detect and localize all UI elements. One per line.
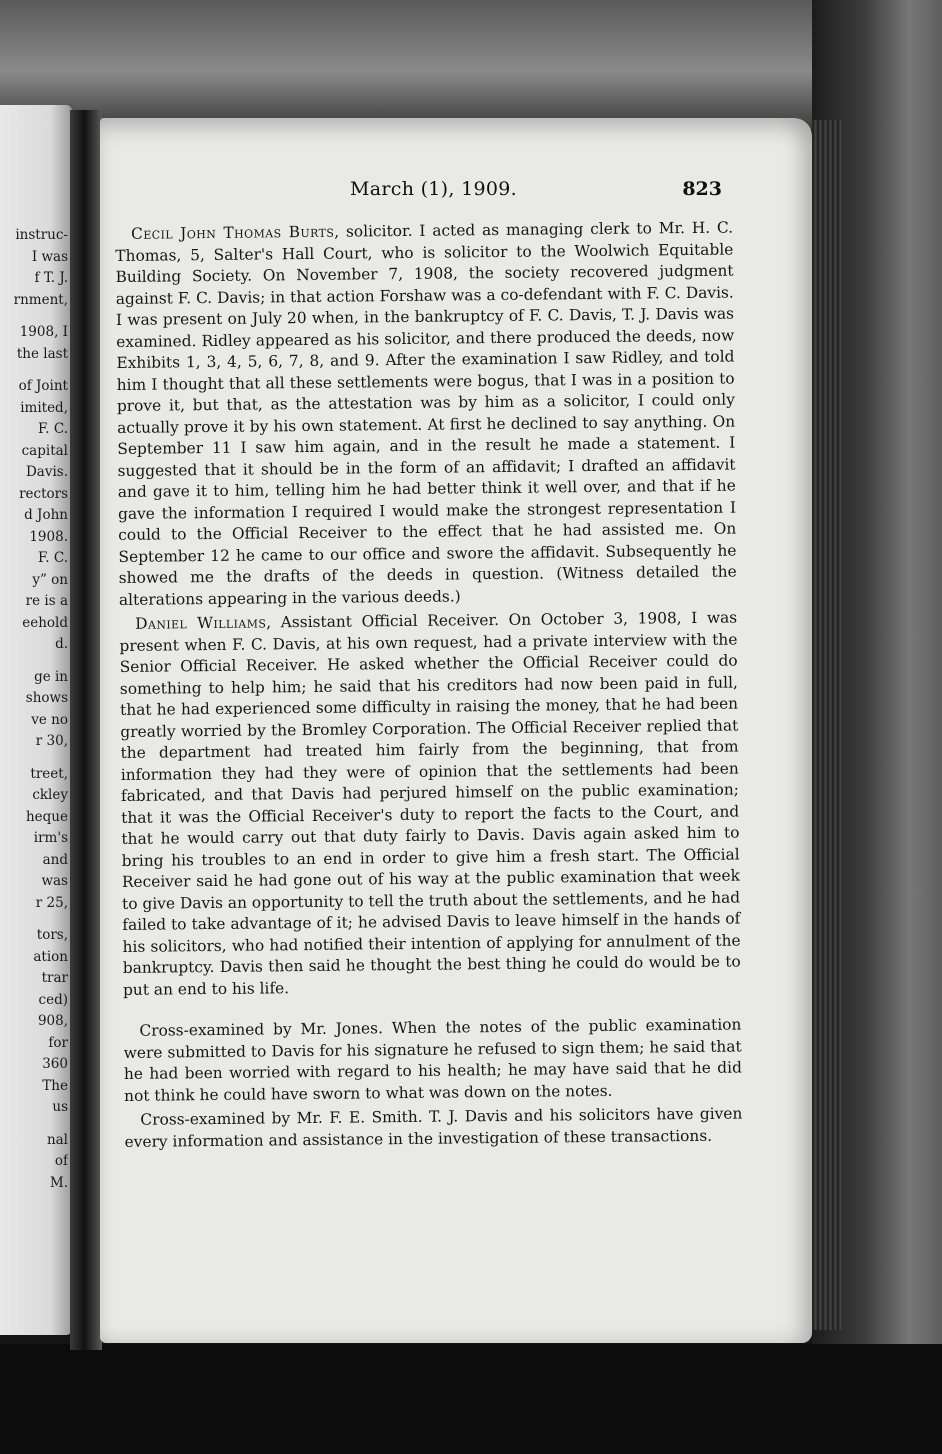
left-page-fragment: y” on [32,571,68,588]
left-page-fragment: the last [16,345,68,362]
left-page-fragment: re is a [25,593,68,609]
page-edges [812,120,842,1330]
left-page-fragment: ced) [38,991,68,1008]
left-page-fragment: 1908, I [19,324,68,340]
left-page-fragment: tors, [36,927,68,943]
left-page-fragment: ve no [31,711,68,728]
scan-background-bottom [0,1344,942,1454]
cross-examination-paragraph [124,1103,742,1152]
left-page-fragment: I was [31,248,68,265]
header-date: March (1), 1909. [350,178,517,200]
left-page-fragment: of [54,1153,68,1169]
left-page-fragment: 908, [37,1013,68,1029]
left-page-fragment: and [42,851,68,868]
left-page-fragment: was [41,873,68,889]
left-page-fragment: r 25, [35,894,68,911]
left-page-fragment: d. [55,636,68,652]
left-page-fragment: shows [25,690,68,706]
speaker-name: Cecil John Thomas Burts [131,222,335,243]
left-page-fragment: Davis. [25,464,68,480]
page-body [115,218,743,1153]
left-page-fragment: ation [33,948,68,965]
left-page-fragment: us [52,1099,68,1115]
left-page-text-fragments [0,225,68,1194]
left-page-fragment: The [42,1077,68,1094]
speaker-name: Daniel Williams [135,613,267,633]
left-page-fragment: heque [25,808,68,825]
left-page-fragment: M. [49,1174,68,1191]
left-page-fragment: F. C. [38,550,68,566]
left-page-fragment: nal [46,1131,68,1148]
left-page-fragment: 1908. [29,528,68,545]
testimony-paragraph [119,608,741,1001]
left-page-fragment: treet, [30,765,68,782]
paragraph-text: , solicitor. I acted as managing clerk to Mr. H. C. Thomas, 5, Salter's Hall Court, who is solicitor to the Woolwich Equitable Building Society. On November 7, 1908, the society recovered judgment against F. C. Davis; in that action Forshaw was a co-defendant with F. C. Davis. I was present on July 20 when, in the bankruptcy of F. C. Davis, T. J. Davis was examined. Ridley appeared as his solicitor, and there produced the deeds, now Exhibits 1, 3, 4, 5, 6, 7, 8, and 9. After the examination I saw Ridley, and told him I thought that all these settlements were bogus, that I was in a position to prove it, but that, as the attestation was by him as a solicitor, I could only actually prove it by his own statement. At first he declined to say anything. On September 11 I saw him again, and in the result he made a statement. I suggested that it should be in the form of an affidavit; I drafted an affidavit and gave it to him, telling him he had better think it well over, and that if he gave the information I required I would make the strongest representation I could to the Official Receiver to the effect that he had assisted me. On September 12 he came to our office and swore the affidavit. Subsequently he showed me the drafts of the deeds in question. (Witness detailed the alterations appearing in the various deeds.) [115,218,737,609]
left-page-fragment: eehold [22,614,68,631]
left-page-fragment: imited, [20,399,68,416]
left-page-fragment: r 30, [35,733,68,749]
running-header [120,178,720,208]
testimony-paragraph [115,218,737,611]
page-number: 823 [682,178,722,200]
left-page-fragment: F. C. [38,421,68,437]
book-gutter [70,110,102,1350]
cross-examination-paragraph [123,1014,742,1106]
left-page-fragment: 360 [42,1056,68,1072]
left-page-fragment: ckley [32,787,68,803]
paragraph-text: Cross-examined by Mr. F. E. Smith. T. J. Davis and his solicitors have given every information and assistance in the investigation of these transactions. [124,1104,743,1151]
left-page-fragment: trar [41,970,68,986]
left-page-fragment: instruc- [15,227,68,243]
left-page-fragment: rnment, [13,291,68,308]
paragraph-text: Cross-examined by Mr. Jones. When the notes of the public examination were submitted to Davis for his signature he refused to sign them; he said that he had been worried with regard to his health; he may have said that he did not think he could have sworn to what was down on the notes. [123,1015,742,1105]
left-page-fragment: ge in [34,668,68,685]
left-page-fragment: capital [21,442,68,459]
left-page-fragment: f T. J. [34,270,68,286]
left-page-fragment: rectors [19,485,68,502]
scan-background-top [0,0,942,130]
left-page-fragment: for [48,1034,68,1051]
paragraph-text: , Assistant Official Receiver. On October 3, 1908, I was present when F. C. Davis, at his own request, had a private interview with the Senior Official Receiver. He asked whether the Official Receiver could do something to help him; he said that his creditors had now been paid in full, that he had experienced some difficulty in raising the money, that he had been greatly worried by the Bromley Corporation. The Official Receiver replied that the department had treated him fairly from the beginning, that from information they had they were of opinion that the settlements had been fabricated, and that Davis had perjured himself on the public examination; that it was the Official Receiver's duty to report the facts to the Court, and that he would carry out that duty fairly to Davis. Davis again asked him to bring his troubles to an end in order to give him a fresh start. The Official Receiver said he had gone out of his way at the public examination that week to give Davis an opportunity to tell the truth about the settlements, and he had failed to take advantage of it; he advised Davis to leave himself in the hands of his solicitors, who had notified their intention of applying for annulment of the bankruptcy. Davis then said he thought the best thing he could do would be to put an end to his life. [119,608,741,999]
left-page-fragment: d John [24,507,68,523]
left-page-fragment: irm's [33,830,68,846]
left-page-fragment: of Joint [18,378,68,394]
